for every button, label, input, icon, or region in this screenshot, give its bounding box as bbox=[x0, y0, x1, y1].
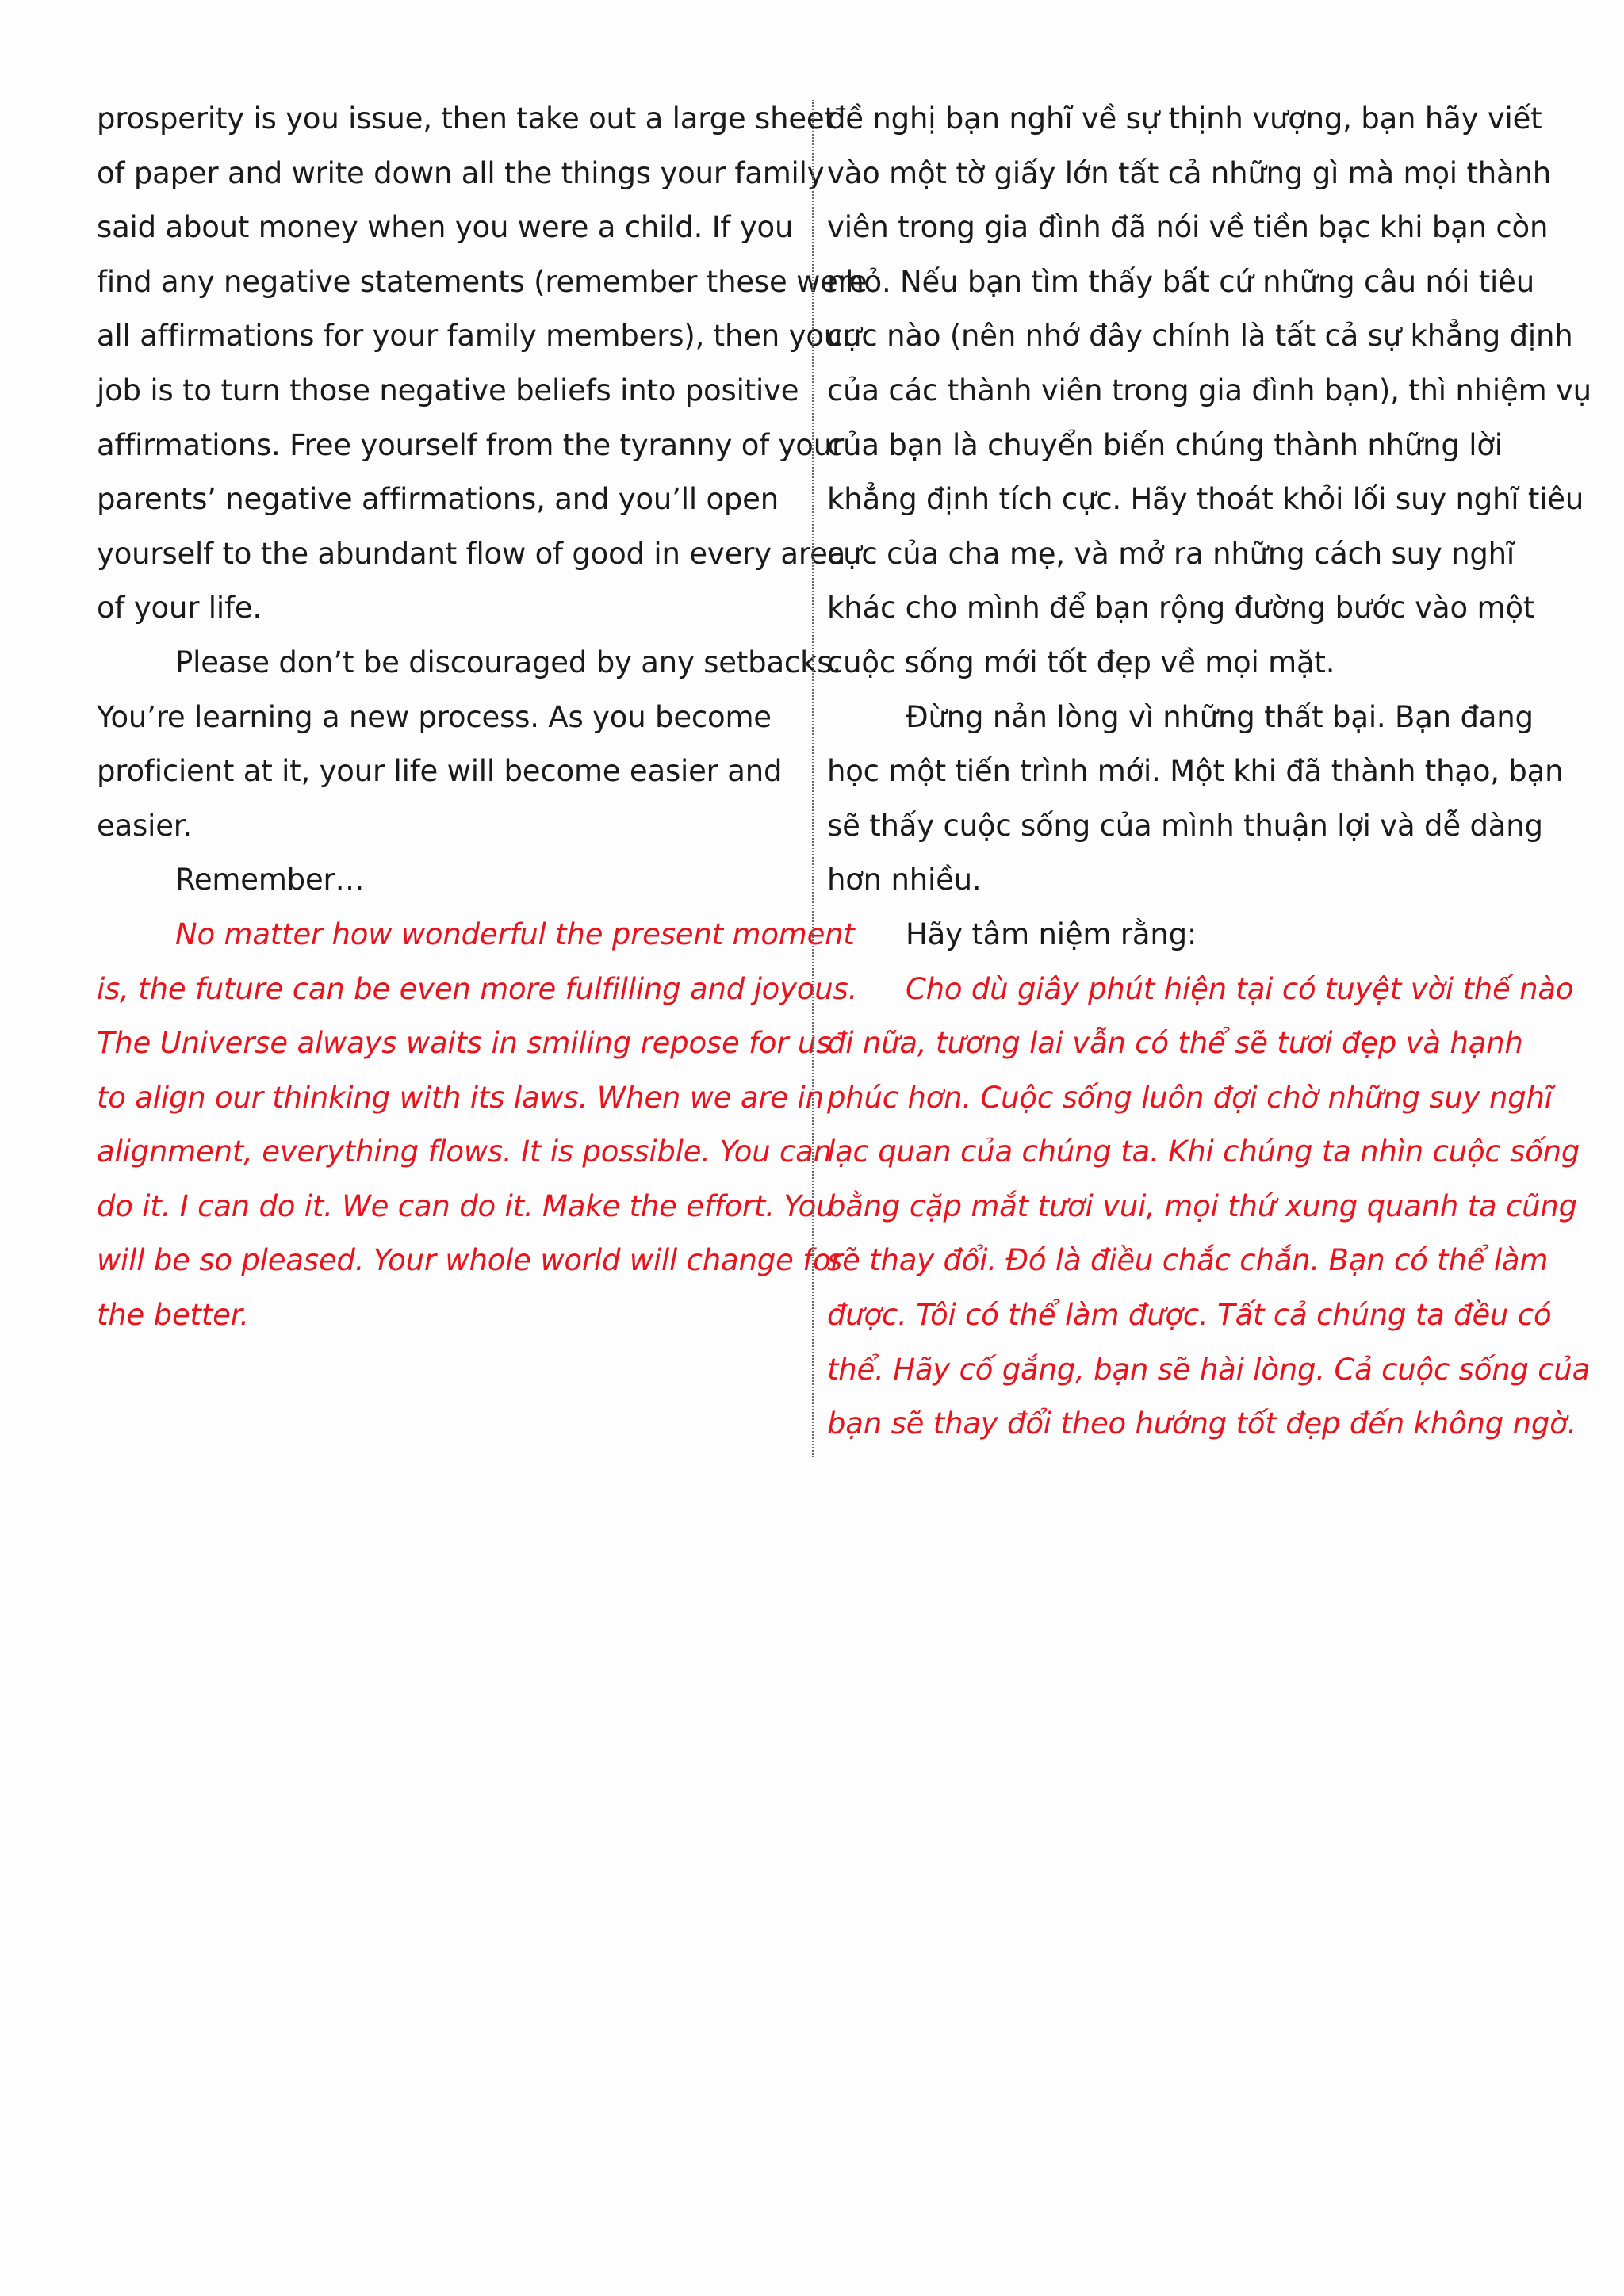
quote-line: No matter how wonderful the present moment bbox=[175, 916, 855, 951]
text-line: You’re learning a new process. As you become bbox=[97, 699, 772, 734]
quote-line: The Universe always waits in smiling repose for us bbox=[97, 1026, 832, 1061]
quote-line: bạn sẽ thay đổi theo hướng tốt đẹp đến không ngờ. bbox=[827, 1406, 1577, 1441]
text-line: học một tiến trình mới. Một khi đã thành thạo, bạn bbox=[827, 754, 1564, 789]
text-line: yourself to the abundant flow of good in every area bbox=[97, 536, 846, 571]
quote-line: sẽ thay đổi. Đó là điều chắc chắn. Bạn có thể làm bbox=[827, 1243, 1549, 1278]
quote-line: will be so pleased. Your whole world will change for bbox=[97, 1243, 843, 1278]
vietnamese-column bbox=[827, 92, 1591, 1452]
text-line: Đừng nản lòng vì những thất bại. Bạn đang bbox=[906, 699, 1534, 734]
quote-line: the better. bbox=[97, 1298, 249, 1333]
text-line: của bạn là chuyển biến chúng thành những lời bbox=[827, 427, 1503, 462]
english-column bbox=[97, 92, 868, 1343]
text-line: hơn nhiều. bbox=[827, 863, 982, 897]
text-line: find any negative statements (remember these were bbox=[97, 264, 868, 299]
vietnamese-paragraph-prosperity bbox=[827, 92, 1591, 691]
english-affirmation-quote bbox=[97, 908, 858, 1343]
quote-line: alignment, everything flows. It is possible. You can bbox=[97, 1135, 832, 1169]
quote-line: is, the future can be even more fulfilling and joyous. bbox=[97, 971, 858, 1006]
text-line: of your life. bbox=[97, 591, 262, 626]
text-line: vào một tờ giấy lớn tất cả những gì mà mọi thành bbox=[827, 155, 1551, 190]
quote-line: do it. I can do it. We can do it. Make the effort. You bbox=[97, 1188, 835, 1223]
text-line: cực của cha mẹ, và mở ra những cách suy nghĩ bbox=[827, 536, 1515, 571]
vietnamese-paragraph-setbacks bbox=[827, 691, 1564, 908]
column-divider bbox=[812, 100, 814, 1457]
text-line: Please don’t be discouraged by any setbacks. bbox=[175, 645, 841, 679]
text-line: proficient at it, your life will become easier and bbox=[97, 754, 783, 789]
text-line: all affirmations for your family members), then your bbox=[97, 319, 855, 354]
quote-line: thể. Hãy cố gắng, bạn sẽ hài lòng. Cả cuộc sống của bbox=[827, 1352, 1591, 1387]
quote-line: Cho dù giây phút hiện tại có tuyệt vời thế nào bbox=[906, 971, 1574, 1006]
quote-line: phúc hơn. Cuộc sống luôn đợi chờ những suy nghĩ bbox=[827, 1080, 1553, 1115]
text-line: viên trong gia đình đã nói về tiền bạc khi bạn còn bbox=[827, 210, 1549, 245]
english-paragraph-setbacks bbox=[97, 636, 841, 853]
text-line: đề nghị bạn nghĩ về sự thịnh vượng, bạn hãy viết bbox=[827, 101, 1542, 136]
english-remember-label: Remember… bbox=[175, 863, 365, 897]
text-line: parents’ negative affirmations, and you’ll open bbox=[97, 482, 779, 517]
text-line: khác cho mình để bạn rộng đường bước vào một bbox=[827, 591, 1535, 626]
text-line: cực nào (nên nhớ đây chính là tất cả sự khẳng định bbox=[827, 319, 1573, 354]
text-line: nhỏ. Nếu bạn tìm thấy bất cứ những câu nói tiêu bbox=[827, 264, 1534, 299]
text-line: job is to turn those negative beliefs into positive bbox=[97, 373, 799, 408]
quote-line: to align our thinking with its laws. When we are in bbox=[97, 1080, 824, 1115]
text-line: prosperity is you issue, then take out a large sheet bbox=[97, 101, 836, 136]
text-line: of paper and write down all the things your family bbox=[97, 155, 825, 190]
english-paragraph-prosperity bbox=[97, 92, 868, 636]
text-line: affirmations. Free yourself from the tyranny of your bbox=[97, 427, 844, 462]
text-line: khẳng định tích cực. Hãy thoát khỏi lối suy nghĩ tiêu bbox=[827, 482, 1584, 517]
text-line: easier. bbox=[97, 808, 192, 843]
quote-line: lạc quan của chúng ta. Khi chúng ta nhìn cuộc sống bbox=[827, 1135, 1580, 1169]
vietnamese-affirmation-quote bbox=[827, 962, 1591, 1452]
text-line: của các thành viên trong gia đình bạn), thì nhiệm vụ bbox=[827, 373, 1591, 408]
text-line: sẽ thấy cuộc sống của mình thuận lợi và dễ dàng bbox=[827, 808, 1543, 843]
quote-line: bằng cặp mắt tươi vui, mọi thứ xung quanh ta cũng bbox=[827, 1188, 1577, 1223]
text-line: cuộc sống mới tốt đẹp về mọi mặt. bbox=[827, 645, 1335, 679]
text-line: said about money when you were a child. If you bbox=[97, 210, 794, 245]
quote-line: được. Tôi có thể làm được. Tất cả chúng ta đều có bbox=[827, 1298, 1552, 1333]
quote-line: đi nữa, tương lai vẫn có thể sẽ tươi đẹp và hạnh bbox=[827, 1026, 1523, 1061]
vietnamese-remember-label: Hãy tâm niệm rằng: bbox=[906, 916, 1197, 951]
